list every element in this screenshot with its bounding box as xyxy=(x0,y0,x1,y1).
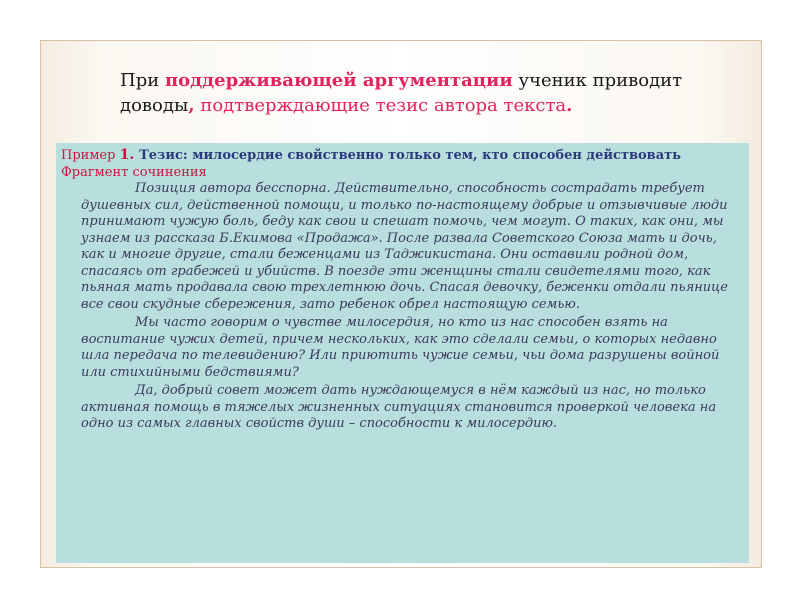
heading-period: . xyxy=(566,95,573,116)
example-label: Пример xyxy=(61,148,120,163)
fragment-label: Фрагмент сочинения xyxy=(61,164,207,180)
essay-paragraph: Да, добрый совет может дать нуждающемуся в нём каждый из нас, но только активная помощь в тяжелых жизненных ситуациях становится проверкой человека на одно из самых главных свойств души – способности к милосердию. xyxy=(81,383,717,431)
example-number: 1. xyxy=(119,147,140,163)
slide-heading xyxy=(120,68,720,118)
heading-highlight-1: поддерживающей аргументации xyxy=(164,70,513,91)
essay-fragment xyxy=(61,181,741,433)
heading-text-2: ученик приводит доводы xyxy=(120,70,683,116)
heading-highlight-2: подтверждающие тезис автора текста xyxy=(194,95,567,116)
essay-paragraph: Позиция автора бесспорна. Действительно, способность сострадать требует душевных сил, действенной помощи, и только по-настоящему добрые и отзывчивые люди принимают чужую боль, беду как свои и спешат помочь, чем могут. О таких, как они, мы узнаем из рассказа Б.Екимова «Продажа». После развала Советского Союза мать и дочь, как и многие другие, стали беженцами из Таджикистана. Они оставили родной дом, спасаясь от грабежей и убийств. В поезде эти женщины стали свидетелями того, как пьяная мать продавала свою трехлетнюю дочь. Спасая девочку, беженки отдали пьянице все свои скудные сбережения, зато ребенок обрел настоящую семью. xyxy=(81,181,728,312)
example-thesis: Тезис: милосердие свойственно только тем, кто способен действовать xyxy=(139,148,681,163)
heading-comma: , xyxy=(188,95,195,116)
example-panel xyxy=(56,143,749,563)
essay-paragraph: Мы часто говорим о чувстве милосердия, но кто из нас способен взять на воспитание чужих детей, причем нескольких, как это сделали семьи, о которых недавно шла передача по телевидению? Или приютить чужие семьи, чьи дома разрушены войной или стихийными бедствиями? xyxy=(81,315,720,380)
heading-text-1: При xyxy=(120,70,165,91)
example-title xyxy=(61,147,741,165)
